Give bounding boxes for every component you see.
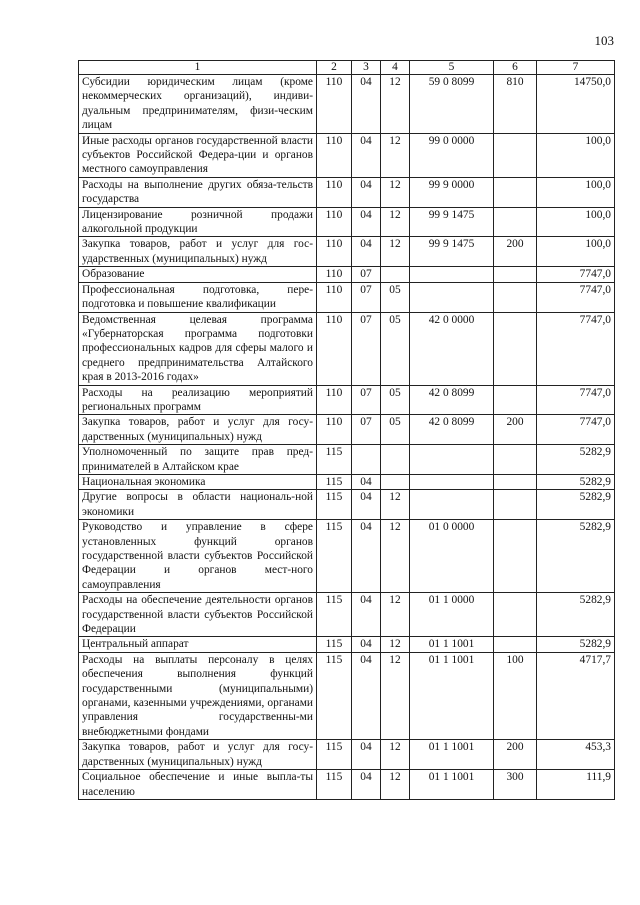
row-subsection-code bbox=[381, 267, 410, 282]
row-expense-type bbox=[494, 267, 537, 282]
row-description: Национальная экономика bbox=[79, 474, 317, 489]
row-subsection-code: 12 bbox=[381, 207, 410, 237]
header-col-7: 7 bbox=[537, 61, 615, 75]
row-subsection-code: 12 bbox=[381, 75, 410, 134]
row-expense-type: 810 bbox=[494, 75, 537, 134]
row-amount: 5282,9 bbox=[537, 593, 615, 637]
header-col-1: 1 bbox=[79, 61, 317, 75]
row-ministry-code: 110 bbox=[317, 312, 352, 385]
row-description: Центральный аппарат bbox=[79, 637, 317, 652]
row-amount: 100,0 bbox=[537, 237, 615, 267]
row-target-article: 01 1 1001 bbox=[410, 740, 494, 770]
row-section-code: 04 bbox=[352, 770, 381, 800]
row-ministry-code: 110 bbox=[317, 385, 352, 415]
row-section-code: 07 bbox=[352, 282, 381, 312]
table-row bbox=[79, 445, 615, 475]
row-description: Руководство и управление в сфере установленных функций органов государственной власти субъектов Российской Федерации и органов мест-ного самоуправления bbox=[79, 520, 317, 593]
row-expense-type bbox=[494, 385, 537, 415]
row-target-article: 99 9 0000 bbox=[410, 177, 494, 207]
row-expense-type bbox=[494, 637, 537, 652]
row-expense-type bbox=[494, 445, 537, 475]
table-row bbox=[79, 237, 615, 267]
header-row bbox=[79, 61, 615, 75]
row-description: Уполномоченный по защите прав пред-принимателей в Алтайском крае bbox=[79, 445, 317, 475]
header-col-5: 5 bbox=[410, 61, 494, 75]
budget-table bbox=[78, 60, 615, 800]
row-amount: 100,0 bbox=[537, 207, 615, 237]
row-description: Образование bbox=[79, 267, 317, 282]
row-amount: 5282,9 bbox=[537, 490, 615, 520]
row-expense-type bbox=[494, 282, 537, 312]
row-subsection-code: 12 bbox=[381, 637, 410, 652]
row-description: Расходы на обеспечение деятельности органов государственной власти субъектов Российской Федерации bbox=[79, 593, 317, 637]
row-expense-type bbox=[494, 177, 537, 207]
row-section-code: 04 bbox=[352, 652, 381, 739]
row-description: Закупка товаров, работ и услуг для госу-дарственных (муниципальных) нужд bbox=[79, 740, 317, 770]
row-expense-type: 200 bbox=[494, 740, 537, 770]
table-row bbox=[79, 637, 615, 652]
row-description: Другие вопросы в области националь-ной экономики bbox=[79, 490, 317, 520]
row-section-code: 07 bbox=[352, 312, 381, 385]
row-amount: 7747,0 bbox=[537, 312, 615, 385]
row-subsection-code bbox=[381, 445, 410, 475]
row-description: Социальное обеспечение и иные выпла-ты населению bbox=[79, 770, 317, 800]
row-ministry-code: 115 bbox=[317, 490, 352, 520]
row-description: Расходы на реализацию мероприятий региональных программ bbox=[79, 385, 317, 415]
row-amount: 100,0 bbox=[537, 133, 615, 177]
table-row bbox=[79, 415, 615, 445]
row-section-code bbox=[352, 445, 381, 475]
row-subsection-code: 05 bbox=[381, 385, 410, 415]
row-expense-type bbox=[494, 490, 537, 520]
row-subsection-code: 12 bbox=[381, 770, 410, 800]
row-target-article: 99 9 1475 bbox=[410, 237, 494, 267]
row-description: Расходы на выполнение других обяза-тельств государства bbox=[79, 177, 317, 207]
row-target-article bbox=[410, 282, 494, 312]
row-section-code: 04 bbox=[352, 207, 381, 237]
row-ministry-code: 110 bbox=[317, 415, 352, 445]
row-ministry-code: 115 bbox=[317, 593, 352, 637]
table-row bbox=[79, 207, 615, 237]
row-subsection-code: 12 bbox=[381, 133, 410, 177]
row-ministry-code: 115 bbox=[317, 637, 352, 652]
table-row bbox=[79, 75, 615, 134]
row-target-article: 01 1 0000 bbox=[410, 593, 494, 637]
table-row bbox=[79, 474, 615, 489]
table-row bbox=[79, 177, 615, 207]
row-target-article bbox=[410, 474, 494, 489]
row-ministry-code: 110 bbox=[317, 75, 352, 134]
row-ministry-code: 110 bbox=[317, 133, 352, 177]
row-expense-type: 100 bbox=[494, 652, 537, 739]
row-expense-type: 200 bbox=[494, 415, 537, 445]
header-col-4: 4 bbox=[381, 61, 410, 75]
row-section-code: 07 bbox=[352, 267, 381, 282]
row-expense-type: 200 bbox=[494, 237, 537, 267]
table-row bbox=[79, 593, 615, 637]
page-number: 103 bbox=[594, 33, 614, 48]
row-ministry-code: 110 bbox=[317, 207, 352, 237]
row-expense-type bbox=[494, 133, 537, 177]
row-target-article bbox=[410, 490, 494, 520]
row-expense-type bbox=[494, 520, 537, 593]
row-description: Закупка товаров, работ и услуг для гос-ударственных (муниципальных) нужд bbox=[79, 237, 317, 267]
row-amount: 5282,9 bbox=[537, 445, 615, 475]
row-section-code: 07 bbox=[352, 385, 381, 415]
table-body bbox=[79, 75, 615, 800]
table-row bbox=[79, 770, 615, 800]
row-amount: 5282,9 bbox=[537, 520, 615, 593]
row-description: Расходы на выплаты персоналу в целях обеспечения выполнения функций государственными (муниципальными) органами, казенными учреждениями, органами управления государственны-ми внебюджетными фондами bbox=[79, 652, 317, 739]
row-ministry-code: 110 bbox=[317, 267, 352, 282]
row-description: Закупка товаров, работ и услуг для госу-дарственных (муниципальных) нужд bbox=[79, 415, 317, 445]
row-section-code: 04 bbox=[352, 237, 381, 267]
row-amount: 453,3 bbox=[537, 740, 615, 770]
row-description: Ведомственная целевая программа «Губернаторская программа подготовки профессиональных кадров для сферы малого и среднего предпринимательства Алтайского края в 2013-2016 годах» bbox=[79, 312, 317, 385]
table-row bbox=[79, 740, 615, 770]
row-amount: 5282,9 bbox=[537, 474, 615, 489]
row-section-code: 04 bbox=[352, 75, 381, 134]
row-target-article bbox=[410, 445, 494, 475]
row-ministry-code: 115 bbox=[317, 740, 352, 770]
row-ministry-code: 110 bbox=[317, 282, 352, 312]
row-target-article: 99 0 0000 bbox=[410, 133, 494, 177]
row-section-code: 04 bbox=[352, 593, 381, 637]
row-target-article: 42 0 8099 bbox=[410, 415, 494, 445]
table-row bbox=[79, 385, 615, 415]
header-col-3: 3 bbox=[352, 61, 381, 75]
row-amount: 14750,0 bbox=[537, 75, 615, 134]
table-row bbox=[79, 133, 615, 177]
row-amount: 7747,0 bbox=[537, 282, 615, 312]
row-expense-type bbox=[494, 207, 537, 237]
row-expense-type: 300 bbox=[494, 770, 537, 800]
row-amount: 100,0 bbox=[537, 177, 615, 207]
row-subsection-code: 12 bbox=[381, 490, 410, 520]
row-subsection-code: 12 bbox=[381, 593, 410, 637]
row-section-code: 04 bbox=[352, 474, 381, 489]
table-row bbox=[79, 312, 615, 385]
row-target-article: 01 0 0000 bbox=[410, 520, 494, 593]
row-subsection-code: 05 bbox=[381, 415, 410, 445]
row-subsection-code: 12 bbox=[381, 740, 410, 770]
row-amount: 7747,0 bbox=[537, 385, 615, 415]
row-section-code: 04 bbox=[352, 177, 381, 207]
row-description: Профессиональная подготовка, пере-подготовка и повышение квалификации bbox=[79, 282, 317, 312]
row-subsection-code: 05 bbox=[381, 282, 410, 312]
row-target-article: 01 1 1001 bbox=[410, 637, 494, 652]
row-ministry-code: 115 bbox=[317, 520, 352, 593]
header-col-2: 2 bbox=[317, 61, 352, 75]
row-expense-type bbox=[494, 593, 537, 637]
row-section-code: 04 bbox=[352, 133, 381, 177]
header-col-6: 6 bbox=[494, 61, 537, 75]
row-target-article bbox=[410, 267, 494, 282]
row-subsection-code bbox=[381, 474, 410, 489]
row-ministry-code: 115 bbox=[317, 770, 352, 800]
table-row bbox=[79, 652, 615, 739]
row-description: Субсидии юридическим лицам (кроме некоммерческих организаций), индиви-дуальным предпринимателям, физи-ческим лицам bbox=[79, 75, 317, 134]
row-target-article: 99 9 1475 bbox=[410, 207, 494, 237]
row-subsection-code: 12 bbox=[381, 652, 410, 739]
row-amount: 111,9 bbox=[537, 770, 615, 800]
table-row bbox=[79, 520, 615, 593]
row-target-article: 42 0 0000 bbox=[410, 312, 494, 385]
row-ministry-code: 110 bbox=[317, 237, 352, 267]
row-section-code: 04 bbox=[352, 520, 381, 593]
row-subsection-code: 05 bbox=[381, 312, 410, 385]
row-subsection-code: 12 bbox=[381, 520, 410, 593]
row-section-code: 07 bbox=[352, 415, 381, 445]
row-amount: 5282,9 bbox=[537, 637, 615, 652]
row-target-article: 01 1 1001 bbox=[410, 770, 494, 800]
row-section-code: 04 bbox=[352, 637, 381, 652]
row-description: Иные расходы органов государственной власти субъектов Российской Федера-ции и органов местного самоуправления bbox=[79, 133, 317, 177]
row-subsection-code: 12 bbox=[381, 237, 410, 267]
row-ministry-code: 115 bbox=[317, 474, 352, 489]
row-target-article: 01 1 1001 bbox=[410, 652, 494, 739]
row-expense-type bbox=[494, 312, 537, 385]
row-ministry-code: 110 bbox=[317, 177, 352, 207]
row-target-article: 42 0 8099 bbox=[410, 385, 494, 415]
row-ministry-code: 115 bbox=[317, 445, 352, 475]
row-section-code: 04 bbox=[352, 490, 381, 520]
row-expense-type bbox=[494, 474, 537, 489]
row-ministry-code: 115 bbox=[317, 652, 352, 739]
row-amount: 7747,0 bbox=[537, 267, 615, 282]
table-row bbox=[79, 282, 615, 312]
row-subsection-code: 12 bbox=[381, 177, 410, 207]
row-description: Лицензирование розничной продажи алкогольной продукции bbox=[79, 207, 317, 237]
row-target-article: 59 0 8099 bbox=[410, 75, 494, 134]
table-row bbox=[79, 490, 615, 520]
row-amount: 4717,7 bbox=[537, 652, 615, 739]
row-section-code: 04 bbox=[352, 740, 381, 770]
table-row bbox=[79, 267, 615, 282]
row-amount: 7747,0 bbox=[537, 415, 615, 445]
